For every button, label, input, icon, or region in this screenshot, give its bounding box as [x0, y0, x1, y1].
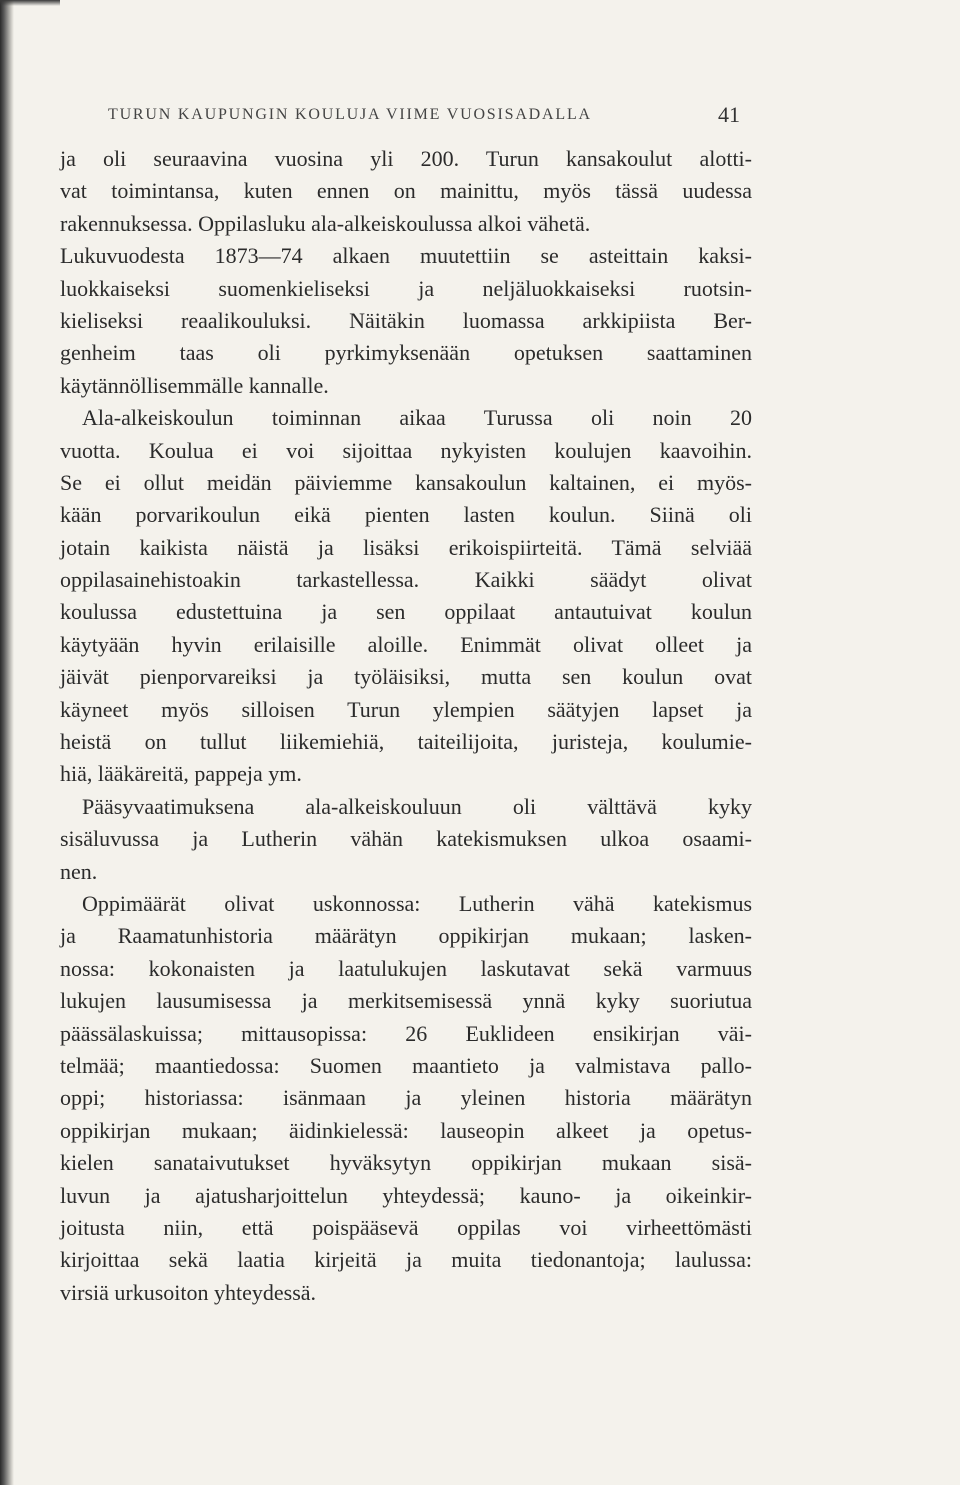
text-line: lukujen lausumisessa ja merkitsemisessä ynnä kyky suoriutua: [60, 988, 752, 1014]
text-line: Pääsyvaatimuksena ala-alkeiskouluun oli välttävä kyky: [82, 793, 752, 819]
text-line: rakennuksessa. Oppilasluku ala-alkeiskoulussa alkoi vähetä.: [60, 210, 591, 236]
text-line: kielen sanataivutukset hyväksytyn oppikirjan mukaan sisä-: [60, 1150, 752, 1176]
text-line: sisäluvussa ja Lutherin vähän katekismuksen ulkoa osaami-: [60, 826, 752, 852]
running-head: [108, 102, 740, 132]
text-line: käytännöllisemmälle kannalle.: [60, 372, 329, 398]
text-line: nen.: [60, 858, 98, 884]
body-text: [60, 143, 752, 1309]
text-line: Oppimäärät olivat uskonnossa: Lutherin vähä katekismus: [82, 890, 752, 916]
text-line: virsiä urkusoiton yhteydessä.: [60, 1279, 317, 1305]
text-line: heistä on tullut liikemiehiä, taiteilijoita, juristeja, koulumie-: [60, 729, 752, 755]
text-line: vat toimintansa, kuten ennen on mainittu, myös tässä uudessa: [60, 178, 752, 204]
text-line: joitusta niin, että poispääsevä oppilas voi virheettömästi: [60, 1214, 752, 1240]
text-line: vuotta. Koulua ei voi sijoittaa nykyisten koulujen kaavoihin.: [60, 437, 752, 463]
text-line: käytyään hyvin erilaisille aloille. Enimmät olivat olleet ja: [60, 631, 752, 657]
text-line: oppilasainehistoakin tarkastellessa. Kaikki säädyt olivat: [60, 567, 752, 593]
text-line: kirjoittaa sekä laatia kirjeitä ja muita tiedonantoja; laulussa:: [60, 1247, 752, 1273]
text-line: jotain kaikista näistä ja lisäksi erikoispiirteitä. Tämä selviää: [60, 534, 752, 560]
text-line: oppi; historiassa: isänmaan ja yleinen historia määrätyn: [60, 1085, 752, 1111]
text-line: luokkaiseksi suomenkieliseksi ja neljäluokkaiseksi ruotsin-: [60, 275, 752, 301]
text-line: Ala-alkeiskoulun toiminnan aikaa Turussa oli noin 20: [82, 405, 752, 431]
text-line: koulussa edustettuina ja sen oppilaat antautuivat koulun: [60, 599, 752, 625]
text-line: ja Raamatunhistoria määrätyn oppikirjan mukaan; lasken-: [60, 923, 752, 949]
text-line: Se ei ollut meidän päiviemme kansakoulun kaltainen, ei myös-: [60, 469, 752, 495]
text-line: päässälaskuissa; mittausopissa: 26 Euklideen ensikirjan väi-: [60, 1020, 752, 1046]
text-line: ja oli seuraavina vuosina yli 200. Turun kansakoulut alotti-: [60, 146, 752, 171]
text-line: hiä, lääkäreitä, pappeja ym.: [60, 761, 302, 787]
text-line: jäivät pienporvareiksi ja työläisiksi, mutta sen koulun ovat: [60, 664, 752, 690]
text-line: kieliseksi reaalikouluksi. Näitäkin luomassa arkkipiista Ber-: [60, 307, 752, 333]
text-line: telmää; maantiedossa: Suomen maantieto ja valmistava pallo-: [60, 1052, 752, 1078]
text-line: luvun ja ajatusharjoittelun yhteydessä; kauno- ja oikeinkir-: [60, 1182, 752, 1208]
text-line: nossa: kokonaisten ja laatulukujen laskutavat sekä varmuus: [60, 955, 752, 981]
text-line: oppikirjan mukaan; äidinkielessä: lauseopin alkeet ja opetus-: [60, 1117, 752, 1143]
running-title: TURUN KAUPUNGIN KOULUJA VIIME VUOSISADALLA: [108, 106, 592, 123]
page-corner-shadow: [0, 0, 60, 6]
page-binding-edge: [0, 0, 14, 1485]
text-line: Lukuvuodesta 1873—74 alkaen muutettiin se asteittain kaksi-: [60, 243, 752, 269]
text-line: käyneet myös silloisen Turun ylempien säätyjen lapset ja: [60, 696, 752, 722]
text-line: genheim taas oli pyrkimyksenään opetuksen saattaminen: [60, 340, 752, 366]
text-line: kään porvarikoulun eikä pienten lasten koulun. Siinä oli: [60, 502, 752, 528]
page-number: 41: [718, 102, 740, 127]
